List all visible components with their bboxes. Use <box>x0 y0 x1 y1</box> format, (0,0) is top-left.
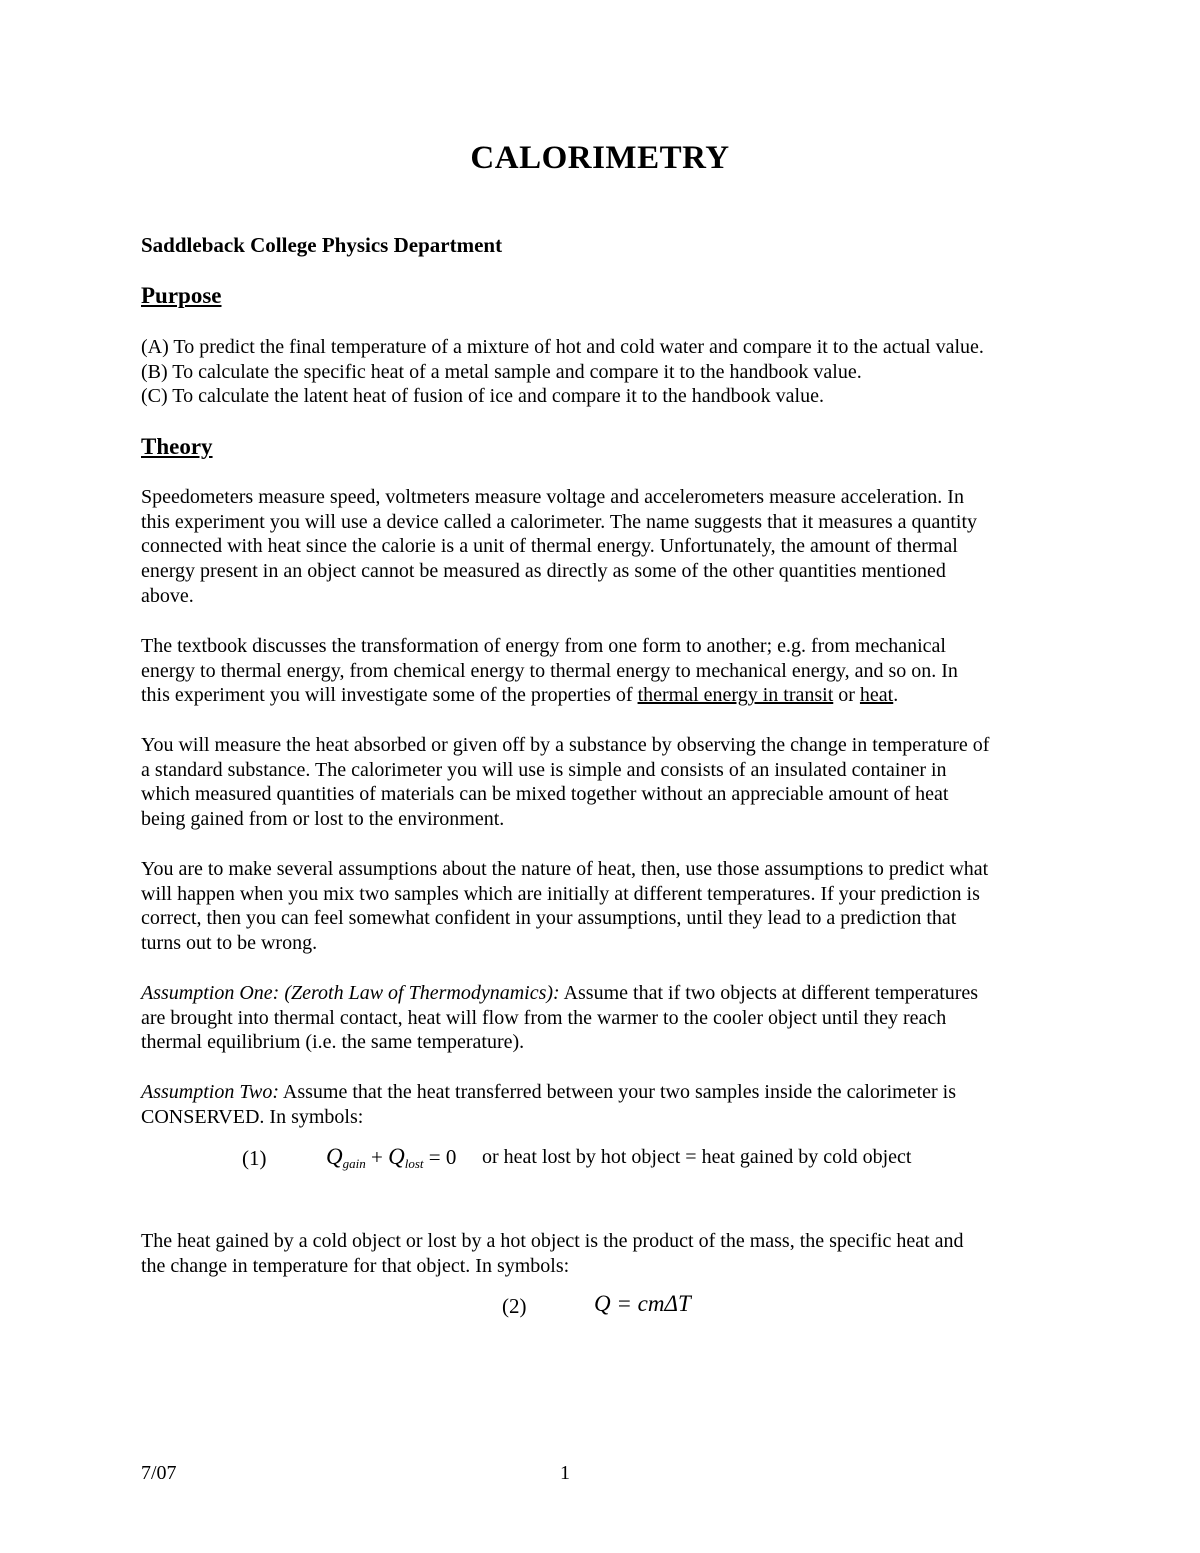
text-line: are brought into thermal contact, heat will flow from the warmer to the cooler object until they reach <box>141 1006 947 1029</box>
text-line: You are to make several assumptions about the nature of heat, then, use those assumptions to predict what <box>141 858 989 880</box>
theory-paragraph-3 <box>141 733 1071 832</box>
text-line: thermal equilibrium (i.e. the same temperature). <box>141 1031 525 1054</box>
equation-1-description: or heat lost by hot object = heat gained by cold object <box>482 1146 912 1168</box>
math-operator: + <box>365 1145 389 1169</box>
footer-date: 7/07 <box>141 1462 177 1484</box>
text-segment: this experiment you will investigate some of the properties of <box>141 684 638 707</box>
text-segment: Assume that if two objects at different temperatures <box>559 982 979 1004</box>
text-line <box>141 981 1071 1006</box>
text-line: The textbook discusses the transformation of energy from one form to another; e.g. from mechanical <box>141 635 946 657</box>
text-line: above. <box>141 584 194 607</box>
text-line: will happen when you mix two samples which are initially at different temperatures. If your prediction is <box>141 882 980 905</box>
document-title: CALORIMETRY <box>470 140 730 176</box>
math-subscript: gain <box>342 1156 366 1171</box>
theory-paragraph-5 <box>141 1229 1071 1278</box>
text-line: energy present in an object cannot be measured as directly as some of the other quantities mentioned <box>141 560 946 583</box>
math-symbol: Q <box>326 1144 343 1169</box>
text-line: a standard substance. The calorimeter you will use is simple and consists of an insulated container in <box>141 758 947 781</box>
theory-heading: Theory <box>141 434 213 459</box>
math-symbol: Q <box>388 1144 405 1169</box>
underlined-term-thermal-energy-in-transit: thermal energy in transit <box>637 684 834 707</box>
text-line: The heat gained by a cold object or lost by a hot object is the product of the mass, the specific heat and <box>141 1230 964 1252</box>
text-line: energy to thermal energy, from chemical energy to thermal energy to mechanical energy, and so on. In <box>141 659 958 682</box>
math-subscript: lost <box>404 1156 424 1171</box>
text-line: which measured quantities of materials can be mixed together without an appreciable amount of heat <box>141 783 949 806</box>
text-segment: . <box>893 684 899 707</box>
assumption-one <box>141 981 1071 1055</box>
purpose-item-c: (C) To calculate the latent heat of fusion of ice and compare it to the handbook value. <box>141 385 824 408</box>
text-line: being gained from or lost to the environment. <box>141 808 505 831</box>
assumption-two-label: Assumption Two: <box>141 1081 279 1103</box>
equation-1 <box>326 1144 456 1172</box>
text-segment: Assume that the heat transferred between your two samples inside the calorimeter is <box>278 1081 956 1103</box>
purpose-heading: Purpose <box>141 283 222 308</box>
department-name: Saddleback College Physics Department <box>141 233 503 257</box>
underlined-term-heat: heat <box>859 684 894 707</box>
equation-1-number: (1) <box>242 1146 267 1170</box>
theory-paragraph-1 <box>141 485 1071 609</box>
purpose-item-b: (B) To calculate the specific heat of a metal sample and compare it to the handbook value. <box>141 360 862 383</box>
text-line: this experiment you will use a device called a calorimeter. The name suggests that it measures a quantity <box>141 510 978 533</box>
equation-2-number: (2) <box>502 1294 527 1318</box>
text-line: the change in temperature for that object. In symbols: <box>141 1254 570 1277</box>
text-line: correct, then you can feel somewhat confident in your assumptions, until they lead to a prediction that <box>141 907 957 930</box>
text-line: Speedometers measure speed, voltmeters measure voltage and accelerometers measure acceleration. In <box>141 486 964 508</box>
text-segment: or <box>833 684 860 707</box>
purpose-item-a: (A) To predict the final temperature of a mixture of hot and cold water and compare it to the actual value. <box>141 336 984 358</box>
assumption-one-label: Assumption One: (Zeroth Law of Thermodynamics): <box>141 982 560 1004</box>
theory-paragraph-4 <box>141 857 1071 956</box>
theory-paragraph-2 <box>141 634 1071 708</box>
page-number: 1 <box>560 1462 570 1484</box>
text-line: CONSERVED. In symbols: <box>141 1105 364 1128</box>
math-operator: = 0 <box>423 1145 457 1169</box>
text-line <box>141 1080 1071 1105</box>
equation-2: Q = cmΔT <box>594 1291 691 1316</box>
text-line: You will measure the heat absorbed or given off by a substance by observing the change in temperature of <box>141 734 990 756</box>
assumption-two <box>141 1080 1071 1129</box>
text-line <box>141 683 1071 708</box>
purpose-list <box>141 335 1071 409</box>
text-line: turns out to be wrong. <box>141 932 318 955</box>
text-line: connected with heat since the calorie is a unit of thermal energy. Unfortunately, the amount of thermal <box>141 535 958 558</box>
